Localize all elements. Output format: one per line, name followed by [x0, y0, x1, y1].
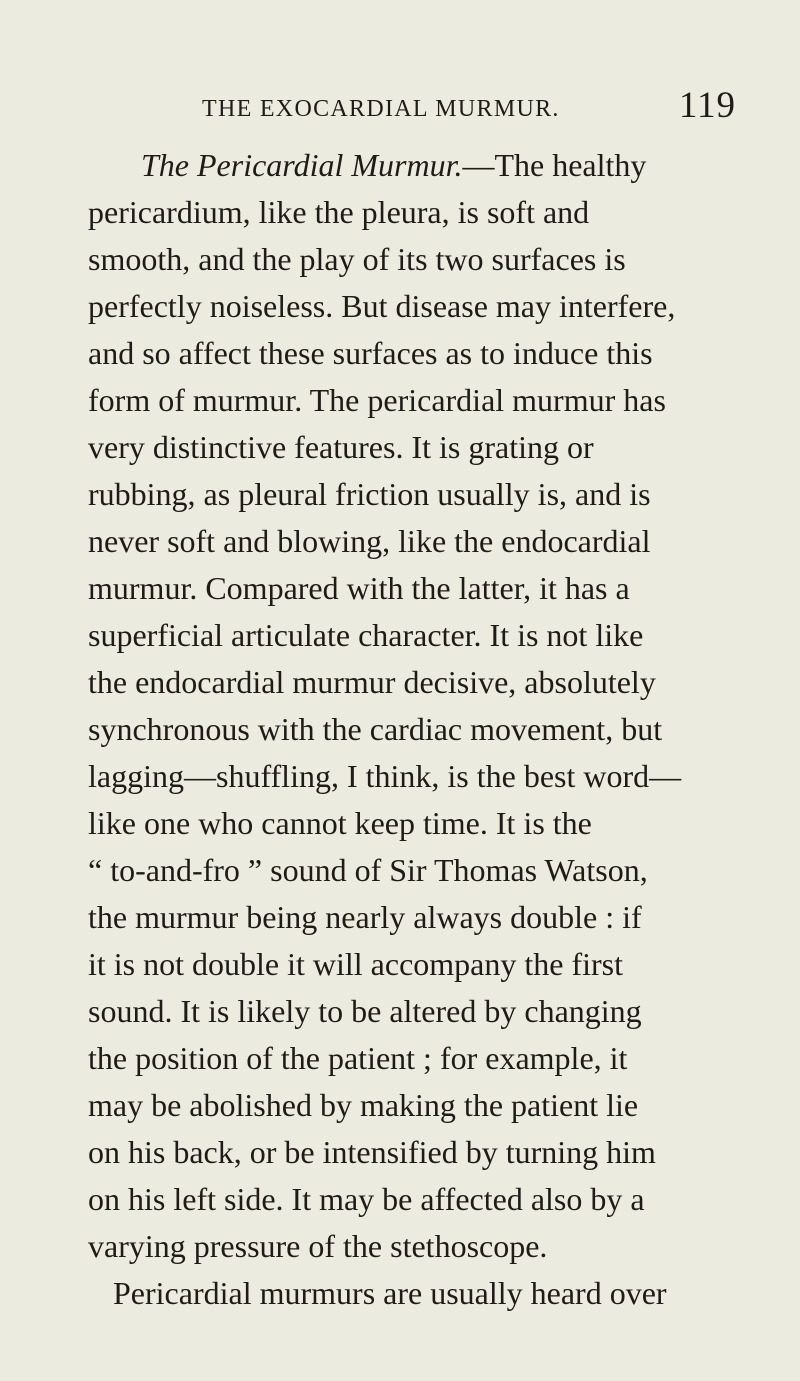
running-header [202, 86, 762, 136]
text-line-14: lagging—shuffling, I think, is the best word— [88, 758, 682, 794]
text-line-20: the position of the patient ; for example, it [88, 1040, 628, 1076]
text-line-16: “ to-and-fro ” sound of Sir Thomas Watson, [88, 852, 648, 888]
text-line-8: rubbing, as pleural friction usually is, and is [88, 476, 651, 512]
text-line-7: very distinctive features. It is grating or [88, 429, 594, 465]
text-line-21: may be abolished by making the patient lie [88, 1087, 639, 1123]
text-line-1 [0, 141, 800, 189]
text-line-12: the endocardial murmur decisive, absolutely [88, 664, 656, 700]
text-line-15: like one who cannot keep time. It is the [88, 805, 592, 841]
text-line-4: perfectly noiseless. But disease may interfere, [88, 288, 676, 324]
text-line-1-rest: —The healthy [462, 147, 647, 183]
text-line-9: never soft and blowing, like the endocardial [88, 523, 651, 559]
text-line-13: synchronous with the cardiac movement, but [88, 711, 663, 747]
text-line-11: superficial articulate character. It is not like [88, 617, 644, 653]
text-line-18: it is not double it will accompany the first [88, 946, 624, 982]
text-line-17: the murmur being nearly always double : if [88, 899, 642, 935]
text-line-19: sound. It is likely to be altered by changing [88, 993, 642, 1029]
running-head-title: THE EXOCARDIAL MURMUR. [202, 96, 560, 122]
text-line-24: varying pressure of the stethoscope. [88, 1228, 548, 1264]
page-number: 119 [678, 85, 736, 126]
text-line-6: form of murmur. The pericardial murmur has [88, 382, 666, 418]
text-line-23: on his left side. It may be affected also by a [88, 1181, 645, 1217]
text-line-3: smooth, and the play of its two surfaces is [88, 241, 626, 277]
text-line-22: on his back, or be intensified by turning him [88, 1134, 656, 1170]
text-line-2: pericardium, like the pleura, is soft and [88, 194, 590, 230]
text-line-5: and so affect these surfaces as to induce this [88, 335, 653, 371]
text-line-10: murmur. Compared with the latter, it has a [88, 570, 630, 606]
text-line-25: Pericardial murmurs are usually heard over [113, 1275, 667, 1311]
section-heading: The Pericardial Murmur. [141, 147, 463, 183]
